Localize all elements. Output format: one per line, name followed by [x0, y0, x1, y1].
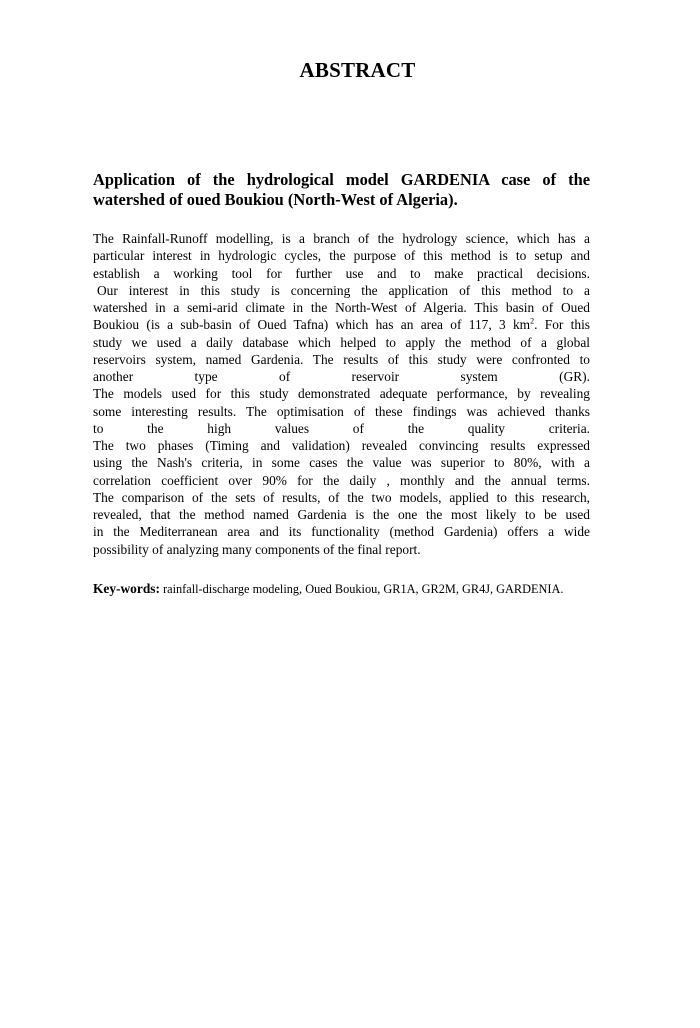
area-superscript: 2	[530, 316, 535, 326]
abstract-line: particular interest in hydrologic cycles, the purpose of this method is to setup and	[93, 248, 590, 264]
paper-title: Application of the hydrological model GARDENIA case of the watershed of oued Boukiou (North-West of Algeria).	[93, 170, 590, 209]
abstract-line: to the high values of the quality criteria.	[93, 420, 590, 436]
abstract-line: correlation coefficient over 90% for the daily , monthly and the annual terms.	[93, 472, 590, 488]
abstract-line: The two phases (Timing and validation) revealed convincing results expressed	[93, 438, 590, 453]
abstract-line-with-area	[93, 316, 590, 333]
abstract-line: The Rainfall-Runoff modelling, is a branch of the hydrology science, which has a	[93, 231, 590, 246]
abstract-line: possibility of analyzing many components of the final report.	[93, 541, 421, 557]
abstract-line: some interesting results. The optimisation of these findings was achieved thanks	[93, 403, 590, 419]
abstract-line: Our interest in this study is concerning the application of this method to a	[97, 282, 590, 298]
abstract-heading: ABSTRACT	[299, 58, 416, 82]
abstract-line: revealed, that the method named Gardenia is the one the most likely to be used	[93, 507, 590, 522]
abstract-line: watershed in a semi-arid climate in the North-West of Algeria. This basin of Oued	[93, 300, 590, 315]
abstract-line: The models used for this study demonstrated adequate performance, by revealing	[93, 386, 590, 402]
abstract-body	[93, 230, 590, 558]
abstract-line: The comparison of the sets of results, of the two models, applied to this research,	[93, 489, 590, 505]
keywords-label: Key-words:	[93, 581, 160, 596]
abstract-line: reservoirs system, named Gardenia. The results of this study were confronted to	[93, 351, 590, 367]
keywords	[93, 580, 613, 598]
abstract-line: study we used a daily database which helped to apply the method of a global	[93, 334, 590, 350]
abstract-line-suffix: . For this	[534, 317, 590, 333]
abstract-line-text: Boukiou (is a sub-basin of Oued Tafna) which has an area of 117, 3 km	[93, 317, 531, 333]
abstract-line: another type of reservoir system (GR).	[93, 369, 590, 384]
abstract-line: establish a working tool for further use and to make practical decisions.	[93, 265, 590, 281]
abstract-line: in the Mediterranean area and its functionality (method Gardenia) offers a wide	[93, 524, 590, 540]
abstract-line: using the Nash's criteria, in some cases the value was superior to 80%, with a	[93, 455, 590, 471]
keywords-text: rainfall-discharge modeling, Oued Boukiou, GR1A, GR2M, GR4J, GARDENIA.	[159, 582, 564, 596]
